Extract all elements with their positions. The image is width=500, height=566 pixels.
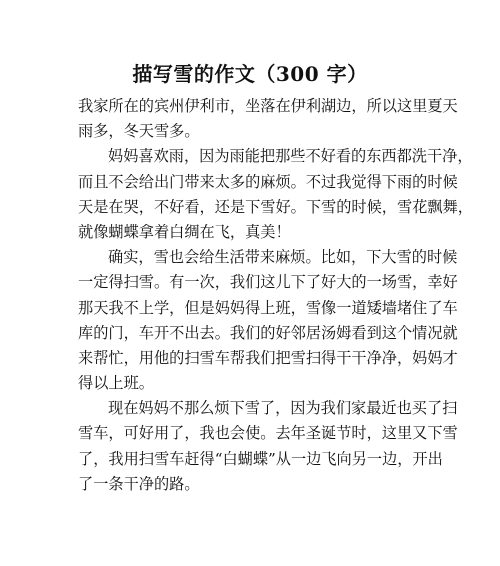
paragraph-4 — [78, 396, 458, 497]
paragraph-1 — [78, 94, 458, 144]
paragraph-line: 来帮忙，用他的扫雪车帮我们把雪扫得干干净净，妈妈才 — [78, 348, 458, 367]
document-body — [78, 94, 473, 497]
paragraph-line: 而且不会给出门带来太多的麻烦。不过我觉得下雨的时候 — [78, 172, 458, 191]
paragraph-2 — [78, 144, 473, 245]
paragraph-line: 一定得扫雪。有一次，我们这儿下了好大的一场雪，幸好 — [78, 273, 458, 292]
document-title: 描写雪的作文（300 字） — [132, 62, 368, 86]
paragraph-3 — [78, 245, 458, 396]
paragraph-line: 库的门，车开不出去。我们的好邻居汤姆看到这个情况就 — [78, 323, 458, 342]
paragraph-line: 确实，雪也会给生活带来麻烦。比如，下大雪的时候 — [108, 248, 458, 267]
paragraph-line: 雨多，冬天雪多。 — [78, 122, 200, 141]
paragraph-line: 得以上班。 — [78, 374, 154, 393]
paragraph-line: 就像蝴蝶拿着白绸在飞，真美！ — [78, 222, 291, 241]
paragraph-line: 那天我不上学，但是妈妈得上班，雪像一道矮墙堵住了车 — [78, 298, 458, 317]
paragraph-line: 妈妈喜欢雨，因为雨能把那些不好看的东西都洗干净， — [108, 147, 473, 166]
paragraph-line: 天是在哭，不好看，还是下雪好。下雪的时候，雪花飘舞， — [78, 197, 473, 216]
paragraph-line: 雪车，可好用了，我也会使。去年圣诞节时，这里又下雪 — [78, 424, 458, 443]
paragraph-line: 了一条干净的路。 — [78, 474, 200, 493]
paragraph-line: 了，我用扫雪车赶得“白蝴蝶”从一边飞向另一边，开出 — [78, 449, 443, 468]
paragraph-line: 现在妈妈不那么烦下雪了，因为我们家最近也买了扫 — [108, 399, 458, 418]
paragraph-line: 我家所在的宾州伊利市，坐落在伊利湖边，所以这里夏天 — [78, 97, 458, 115]
